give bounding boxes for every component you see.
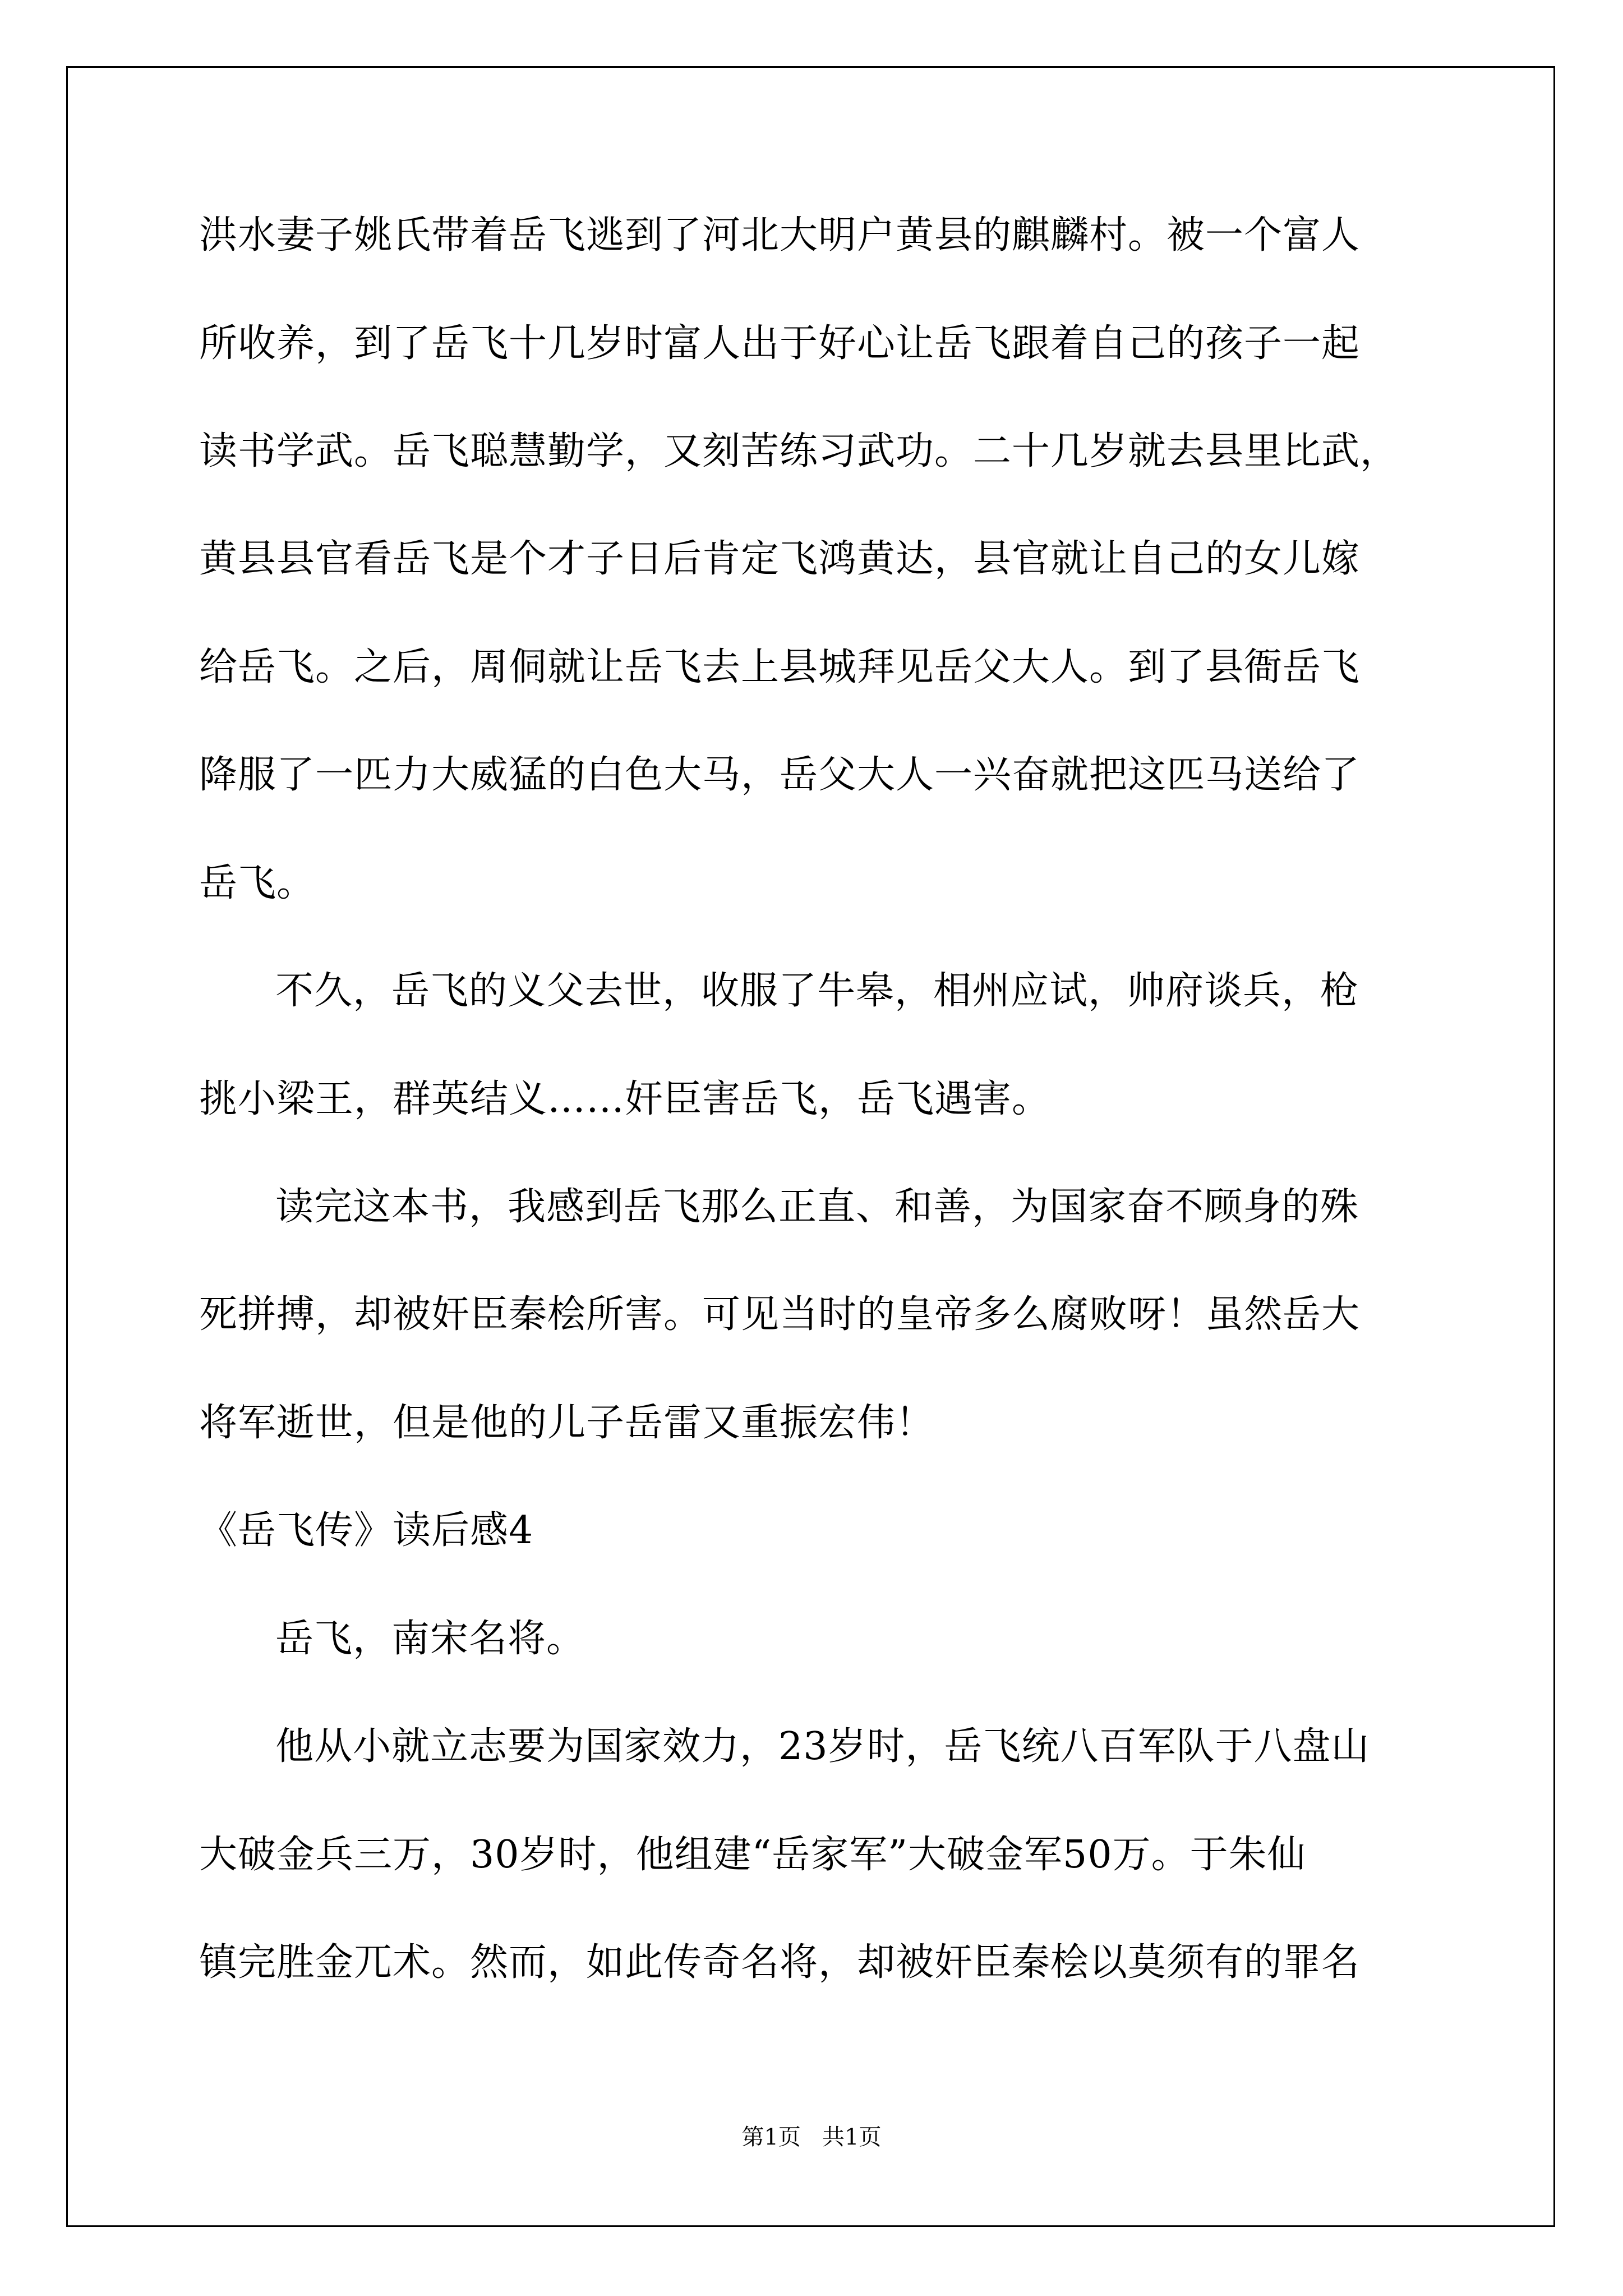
text-line: 大破金兵三万，30岁时，他组建“岳家军”大破金军50万。于朱仙 (199, 1833, 1306, 1877)
text-line: 黄县县官看岳飞是个才子日后肯定飞鸿黄达，县官就让自己的女儿嫁 (199, 537, 1361, 581)
text-line: 洪水妻子姚氏带着岳飞逃到了河北大明户黄县的麒麟村。被一个富人 (199, 213, 1361, 257)
section-heading: 《岳飞传》读后感4 (199, 1508, 534, 1553)
text-line: 读书学武。岳飞聪慧勤学，又刻苦练习武功。二十几岁就去县里比武， (199, 429, 1399, 473)
text-line: 将军逝世，但是他的儿子岳雷又重振宏伟！ (199, 1401, 935, 1445)
text-line: 他从小就立志要为国家效力，23岁时，岳飞统八百军队于八盘山 (275, 1724, 1370, 1769)
page-number-footer: 第1页 共1页 (741, 2124, 882, 2150)
text-line: 岳飞，南宋名将。 (275, 1617, 585, 1661)
text-line: 给岳飞。之后，周侗就让岳飞去上县城拜见岳父大人。到了县衙岳飞 (199, 645, 1361, 689)
text-line: 所收养，到了岳飞十几岁时富人出于好心让岳飞跟着自己的孩子一起 (199, 321, 1361, 366)
page-border (66, 66, 1555, 2227)
text-line: 镇完胜金兀术。然而，如此传奇名将，却被奸臣秦桧以莫须有的罪名 (199, 1940, 1361, 1985)
text-line: 降服了一匹力大威猛的白色大马，岳父大人一兴奋就把这匹马送给了 (199, 753, 1361, 797)
text-line: 死拼搏，却被奸臣秦桧所害。可见当时的皇帝多么腐败呀！虽然岳大 (199, 1292, 1361, 1337)
text-line: 挑小梁王，群英结义……奸臣害岳飞，岳飞遇害。 (199, 1077, 1051, 1121)
text-line: 不久，岳飞的义父去世，收服了牛皋，相州应试，帅府谈兵，枪 (275, 969, 1359, 1013)
text-line: 岳飞。 (199, 861, 316, 905)
text-line: 读完这本书，我感到岳飞那么正直、和善，为国家奋不顾身的殊 (275, 1185, 1359, 1229)
